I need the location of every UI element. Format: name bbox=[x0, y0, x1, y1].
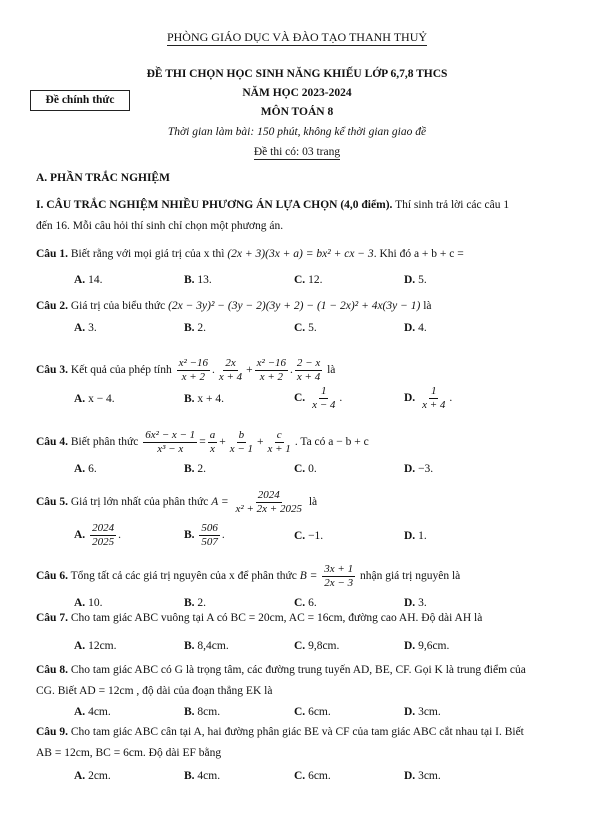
option-b bbox=[184, 770, 220, 782]
option-value: 9,8cm. bbox=[305, 640, 340, 652]
question-prefix: A = bbox=[211, 496, 232, 508]
fraction-4-denominator: x + 4 bbox=[296, 370, 321, 383]
question-text: Biết phân thức bbox=[67, 436, 142, 448]
question-text: Cho tam giác ABC vuông tại A có BC = 20cm, AC = 16cm, đường cao AH. Độ dài AH là bbox=[67, 612, 483, 624]
question-9-line-2: AB = 12cm, BC = 6cm. Độ dài EF bằng bbox=[36, 747, 222, 759]
question-4 bbox=[36, 427, 369, 457]
option-value: 10. bbox=[85, 597, 103, 609]
option-b bbox=[184, 706, 220, 718]
subject: MÔN TOÁN 8 bbox=[260, 106, 334, 118]
option-a bbox=[74, 770, 111, 782]
option-value: 3. bbox=[85, 322, 97, 334]
option-key: B. bbox=[184, 706, 195, 718]
option-c bbox=[294, 640, 339, 652]
question-label: Câu 4. bbox=[36, 436, 68, 448]
option-fraction-denominator: 2025 bbox=[92, 536, 115, 548]
fraction-3-numerator: x² −16 bbox=[256, 356, 287, 369]
option-value: 9,6cm. bbox=[415, 640, 450, 652]
option-key: B. bbox=[184, 529, 195, 542]
fraction-3 bbox=[228, 429, 255, 456]
option-key: C. bbox=[294, 274, 306, 286]
option-d bbox=[404, 706, 441, 718]
fraction-4 bbox=[295, 357, 322, 384]
question-text: Cho tam giác ABC có G là trọng tâm, các đường trung tuyến AD, BE, CF. Gọi K là trung điểm của bbox=[67, 664, 526, 676]
option-key: A. bbox=[74, 597, 86, 609]
operator: . bbox=[290, 364, 293, 376]
option-key: A. bbox=[74, 529, 86, 542]
option-fraction bbox=[90, 522, 116, 549]
operator: . bbox=[211, 364, 215, 376]
question-text: Tổng tất cả các giá trị nguyên của x để phân thức bbox=[67, 570, 300, 582]
option-value: −3. bbox=[415, 463, 434, 475]
pages-note-text: Đề thi có: 03 trang bbox=[253, 146, 341, 158]
option-d bbox=[404, 385, 452, 412]
option-value: 8,4cm. bbox=[194, 640, 229, 652]
option-a bbox=[74, 322, 97, 334]
question-tail: là bbox=[324, 364, 336, 376]
question-label: Câu 5. bbox=[36, 496, 68, 508]
question-math: (2x − 3y)² − (3y − 2)(3y + 2) − (1 − 2x)² + 4x(3y − 1) bbox=[168, 300, 421, 312]
question-1 bbox=[36, 248, 464, 260]
option-d bbox=[404, 530, 427, 542]
option-key: A. bbox=[74, 322, 86, 334]
option-key: D. bbox=[404, 530, 416, 542]
option-key: A. bbox=[74, 706, 86, 718]
option-b bbox=[184, 640, 229, 652]
question-tail: . Ta có a − b + c bbox=[294, 436, 369, 448]
fraction-1-denominator: x + 2 bbox=[181, 370, 205, 383]
question-text: Kết quả của phép tính bbox=[67, 364, 175, 376]
question-label: Câu 6. bbox=[36, 570, 68, 582]
fraction-3 bbox=[255, 357, 288, 384]
option-key: B. bbox=[184, 322, 195, 334]
option-key: B. bbox=[184, 597, 195, 609]
option-value: 3cm. bbox=[415, 770, 441, 782]
option-fraction-denominator: x − 4 bbox=[312, 399, 336, 411]
option-value: 13. bbox=[194, 274, 212, 286]
fraction-1 bbox=[177, 357, 210, 384]
option-value: 4cm. bbox=[194, 770, 221, 782]
option-d bbox=[404, 597, 427, 609]
option-b bbox=[184, 322, 206, 334]
option-key: C. bbox=[294, 770, 306, 782]
question-9 bbox=[36, 726, 524, 738]
fraction-2-numerator: a bbox=[209, 428, 216, 441]
question-tail: nhận giá trị nguyên là bbox=[357, 570, 461, 582]
option-key: B. bbox=[184, 274, 195, 286]
option-value: 2. bbox=[194, 463, 207, 475]
option-value: 12cm. bbox=[85, 640, 117, 652]
option-a bbox=[74, 463, 97, 475]
option-key: D. bbox=[404, 770, 416, 782]
option-a bbox=[74, 393, 115, 405]
fraction-4-numerator: 2 − x bbox=[296, 356, 321, 369]
option-b bbox=[184, 274, 212, 286]
question-label: Câu 7. bbox=[36, 612, 68, 624]
question-7 bbox=[36, 612, 482, 624]
question-tail: . Khi đó a + b + c = bbox=[373, 248, 464, 260]
option-key: B. bbox=[184, 640, 195, 652]
option-key: D. bbox=[404, 392, 416, 405]
question-text: Giá trị lớn nhất của phân thức bbox=[67, 496, 212, 508]
option-key: C. bbox=[294, 597, 306, 609]
option-key: A. bbox=[74, 393, 86, 405]
option-a bbox=[74, 274, 102, 286]
option-c bbox=[294, 706, 331, 718]
question-text: Cho tam giác ABC cân tại A, hai đường phân giác BE và CF của tam giác ABC cắt nhau tại I. Biết bbox=[67, 726, 524, 738]
option-fraction-denominator: 507 bbox=[201, 536, 218, 548]
option-key: D. bbox=[404, 274, 416, 286]
option-value: x + 4. bbox=[194, 393, 225, 405]
option-dot: . bbox=[339, 392, 343, 405]
option-key: C. bbox=[294, 640, 306, 652]
option-b bbox=[184, 522, 225, 549]
part-1-instruction: Thí sinh trả lời các câu 1 bbox=[392, 199, 510, 211]
option-value: 6cm. bbox=[305, 706, 331, 718]
question-text: Biết rằng với mọi giá trị của x thì bbox=[67, 248, 228, 260]
option-key: A. bbox=[74, 640, 86, 652]
question-label: Câu 2. bbox=[36, 300, 68, 312]
operator: = bbox=[199, 436, 206, 448]
fraction-3-denominator: x + 2 bbox=[259, 370, 283, 383]
option-fraction-denominator: x + 4 bbox=[422, 399, 446, 411]
option-fraction-numerator: 1 bbox=[320, 385, 327, 397]
option-value: 5. bbox=[415, 274, 427, 286]
option-fraction bbox=[420, 385, 447, 412]
operator: + bbox=[219, 436, 226, 448]
option-value: 8cm. bbox=[194, 706, 221, 718]
option-key: D. bbox=[404, 706, 416, 718]
fraction-2 bbox=[208, 429, 218, 456]
option-key: B. bbox=[184, 393, 195, 405]
fraction-1 bbox=[143, 429, 197, 456]
question-2 bbox=[36, 300, 432, 312]
fraction-4-numerator: c bbox=[276, 428, 282, 441]
option-c bbox=[294, 322, 317, 334]
question-prefix: B = bbox=[299, 570, 321, 582]
option-d bbox=[404, 274, 427, 286]
option-key: C. bbox=[294, 530, 306, 542]
time-note: Thời gian làm bài: 150 phút, không kể thời gian giao đề bbox=[167, 126, 427, 138]
option-dot: . bbox=[449, 392, 453, 405]
option-key: D. bbox=[404, 322, 416, 334]
exam-title: ĐỀ THI CHỌN HỌC SINH NĂNG KHIẾU LỚP 6,7,8 THCS bbox=[146, 68, 448, 80]
option-value: 6cm. bbox=[305, 770, 331, 782]
option-value: 6. bbox=[85, 463, 97, 475]
department-heading bbox=[0, 30, 594, 45]
pages-note bbox=[0, 146, 594, 158]
school-year: NĂM HỌC 2023-2024 bbox=[242, 87, 352, 99]
option-value: −1. bbox=[305, 530, 324, 542]
option-value: 12. bbox=[305, 274, 323, 286]
question-label: Câu 1. bbox=[36, 248, 68, 260]
option-value: 4. bbox=[415, 322, 427, 334]
fraction-1-numerator: x² −16 bbox=[178, 356, 208, 369]
option-dot: . bbox=[221, 529, 225, 542]
option-fraction-numerator: 1 bbox=[430, 385, 437, 397]
fraction-2 bbox=[217, 357, 244, 384]
option-key: A. bbox=[74, 463, 86, 475]
fraction-2-denominator: x bbox=[209, 442, 215, 455]
fraction-4 bbox=[266, 429, 293, 456]
fraction-1-numerator: 3x + 1 bbox=[324, 562, 354, 575]
fraction-1-numerator: 2024 bbox=[257, 488, 280, 501]
fraction-1-denominator: 2x − 3 bbox=[324, 576, 354, 589]
option-d bbox=[404, 463, 433, 475]
option-c bbox=[294, 385, 342, 412]
question-label: Câu 9. bbox=[36, 726, 68, 738]
question-8-line-2: CG. Biết AD = 12cm , độ dài của đoạn thẳng EK là bbox=[36, 685, 273, 697]
part-1-instruction-2: đến 16. Mỗi câu hỏi thí sinh chỉ chọn một phương án. bbox=[36, 220, 284, 232]
fraction-3-denominator: x − 1 bbox=[229, 442, 253, 455]
option-d bbox=[404, 640, 449, 652]
question-tail: là bbox=[305, 496, 318, 508]
option-c bbox=[294, 530, 323, 542]
option-key: C. bbox=[294, 706, 306, 718]
fraction-2-denominator: x + 4 bbox=[218, 370, 243, 383]
option-key: A. bbox=[74, 770, 86, 782]
official-badge: Đề chính thức bbox=[30, 90, 130, 111]
option-c bbox=[294, 463, 317, 475]
question-8 bbox=[36, 664, 526, 676]
fraction-4-denominator: x + 1 bbox=[267, 442, 291, 455]
option-d bbox=[404, 770, 441, 782]
operator: + bbox=[246, 364, 253, 376]
question-3 bbox=[36, 355, 335, 385]
option-d bbox=[404, 322, 427, 334]
option-key: D. bbox=[404, 597, 416, 609]
option-fraction-numerator: 2024 bbox=[92, 522, 115, 534]
option-b bbox=[184, 597, 206, 609]
question-label: Câu 3. bbox=[36, 364, 68, 376]
question-label: Câu 8. bbox=[36, 664, 68, 676]
fraction-1 bbox=[322, 563, 355, 590]
fraction-1-denominator: x³ − x bbox=[157, 442, 184, 455]
option-key: D. bbox=[404, 640, 416, 652]
option-key: B. bbox=[184, 770, 195, 782]
option-value: 3. bbox=[415, 597, 427, 609]
option-fraction-numerator: 506 bbox=[201, 522, 218, 534]
section-a-heading: A. PHẦN TRẮC NGHIỆM bbox=[36, 172, 170, 184]
fraction-1-numerator: 6x² − x − 1 bbox=[145, 428, 196, 441]
fraction-2-numerator: 2x bbox=[225, 356, 236, 369]
question-5 bbox=[36, 487, 317, 517]
fraction-3-numerator: b bbox=[238, 428, 245, 441]
option-a bbox=[74, 706, 111, 718]
option-a bbox=[74, 597, 102, 609]
fraction-1-denominator: x² + 2x + 2025 bbox=[235, 502, 302, 515]
option-value: 3cm. bbox=[415, 706, 441, 718]
question-6 bbox=[36, 561, 460, 591]
option-key: D. bbox=[404, 463, 416, 475]
option-value: x − 4. bbox=[85, 393, 115, 405]
option-value: 0. bbox=[305, 463, 317, 475]
option-c bbox=[294, 274, 322, 286]
department-text: PHÒNG GIÁO DỤC VÀ ĐÀO TẠO THANH THUỶ bbox=[166, 30, 428, 44]
option-value: 2. bbox=[194, 597, 207, 609]
option-c bbox=[294, 770, 331, 782]
option-b bbox=[184, 393, 224, 405]
option-a bbox=[74, 522, 121, 549]
option-key: C. bbox=[294, 322, 306, 334]
question-tail: là bbox=[420, 300, 432, 312]
option-value: 6. bbox=[305, 597, 317, 609]
option-value: 5. bbox=[305, 322, 317, 334]
option-key: B. bbox=[184, 463, 195, 475]
option-b bbox=[184, 463, 206, 475]
fraction-1 bbox=[234, 489, 304, 516]
option-value: 1. bbox=[415, 530, 427, 542]
part-1-heading bbox=[36, 195, 556, 237]
option-c bbox=[294, 597, 317, 609]
option-fraction bbox=[199, 522, 220, 549]
option-value: 2. bbox=[194, 322, 207, 334]
option-key: A. bbox=[74, 274, 86, 286]
option-key: C. bbox=[294, 463, 306, 475]
part-1-title: I. CÂU TRẮC NGHIỆM NHIỀU PHƯƠNG ÁN LỰA CHỌN (4,0 điểm). bbox=[36, 199, 393, 211]
option-a bbox=[74, 640, 117, 652]
question-text: Giá trị của biểu thức bbox=[67, 300, 169, 312]
option-value: 14. bbox=[85, 274, 103, 286]
operator: + bbox=[257, 436, 264, 448]
option-dot: . bbox=[118, 529, 121, 542]
question-math: (2x + 3)(3x + a) = bx² + cx − 3 bbox=[227, 248, 374, 260]
option-key: C. bbox=[294, 392, 306, 405]
option-fraction bbox=[310, 385, 337, 412]
option-value: 2cm. bbox=[85, 770, 111, 782]
option-value: 4cm. bbox=[85, 706, 111, 718]
